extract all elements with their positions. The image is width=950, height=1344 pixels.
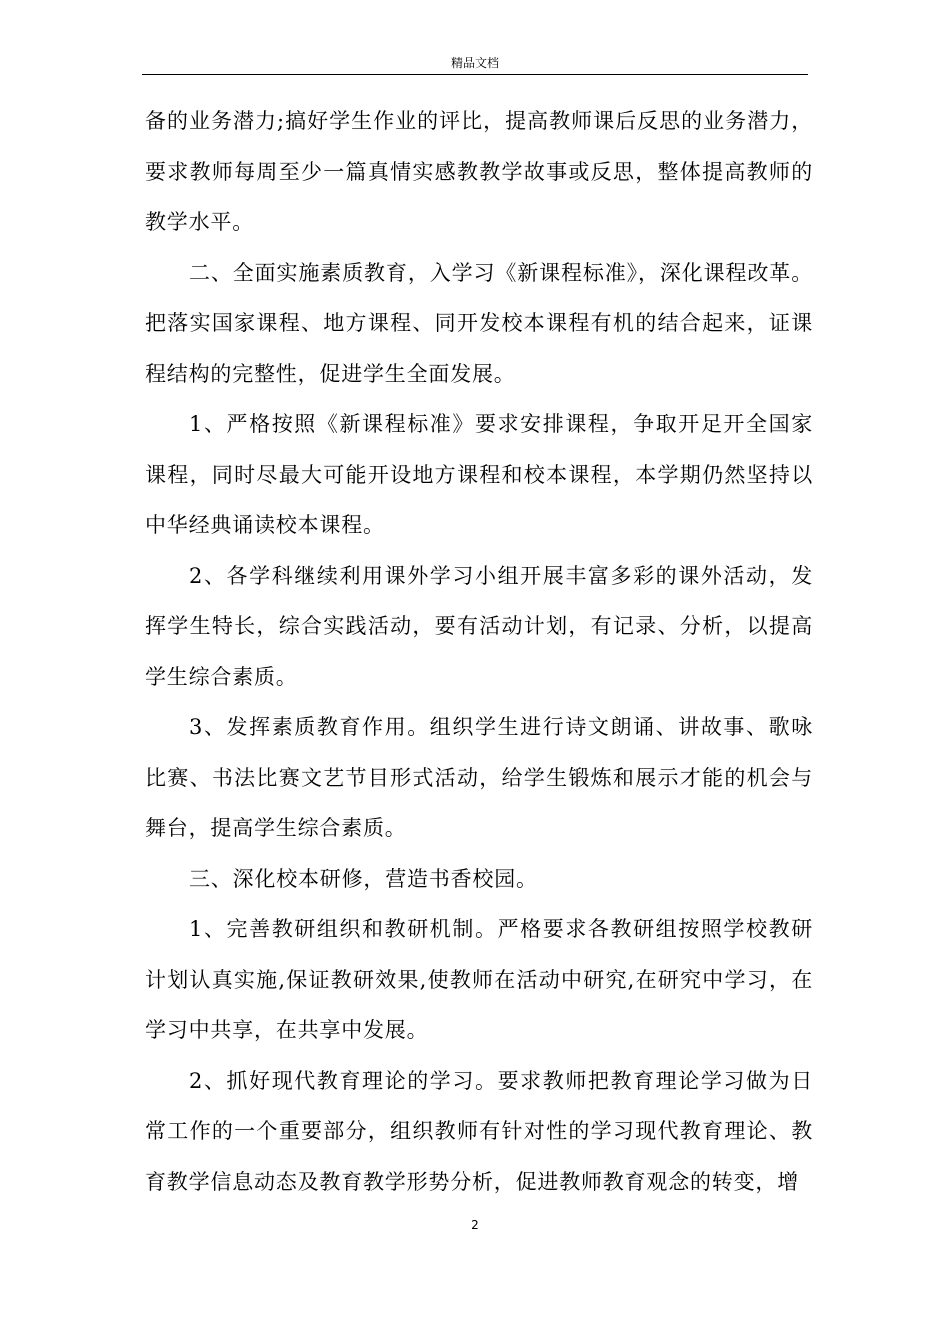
paragraph-8: 2、抓好现代教育理论的学习。要求教师把教育理论学习做为日常工作的一个重要部分，组织教师有针对性的学习现代教育理论、教育教学信息动态及教育教学形势分析，促进教师教育观念的转变，增 (145, 1068, 813, 1194)
paragraph-3: 1、严格按照《新课程标准》要求安排课程，争取开足开全国家课程，同时尽最大可能开设地方课程和校本课程，本学期仍然坚持以中华经典诵读校本课程。 (145, 412, 813, 537)
header-text: 精品文档 (450, 56, 499, 70)
paragraph-6: 三、深化校本研修，营造书香校园。 (189, 866, 538, 891)
paragraph-7: 1、完善教研组织和教研机制。严格要求各教研组按照学校教研计划认真实施,保证教研效果,使教师在活动中研究,在研究中学习，在学习中共享，在共享中发展。 (145, 917, 813, 1042)
page-number: 2 (471, 1218, 479, 1232)
paragraph-5: 3、发挥素质教育作用。组织学生进行诗文朗诵、讲故事、歌咏比赛、书法比赛文艺节目形式活动，给学生锻炼和展示才能的机会与舞台，提高学生综合素质。 (145, 715, 813, 840)
paragraph-4: 2、各学科继续利用课外学习小组开展丰富多彩的课外活动，发挥学生特长，综合实践活动，要有活动计划，有记录、分析，以提高学生综合素质。 (145, 563, 813, 689)
paragraph-1: 备的业务潜力;搞好学生作业的评比，提高教师课后反思的业务潜力，要求教师每周至少一篇真情实感教教学故事或反思，整体提高教师的教学水平。 (145, 109, 813, 234)
paragraph-2: 二、全面实施素质教育，入学习《新课程标准》，深化课程改革。把落实国家课程、地方课程、同开发校本课程有机的结合起来，证课程结构的完整性，促进学生全面发展。 (145, 260, 813, 386)
page-header (142, 52, 808, 75)
document-body (145, 96, 813, 1207)
